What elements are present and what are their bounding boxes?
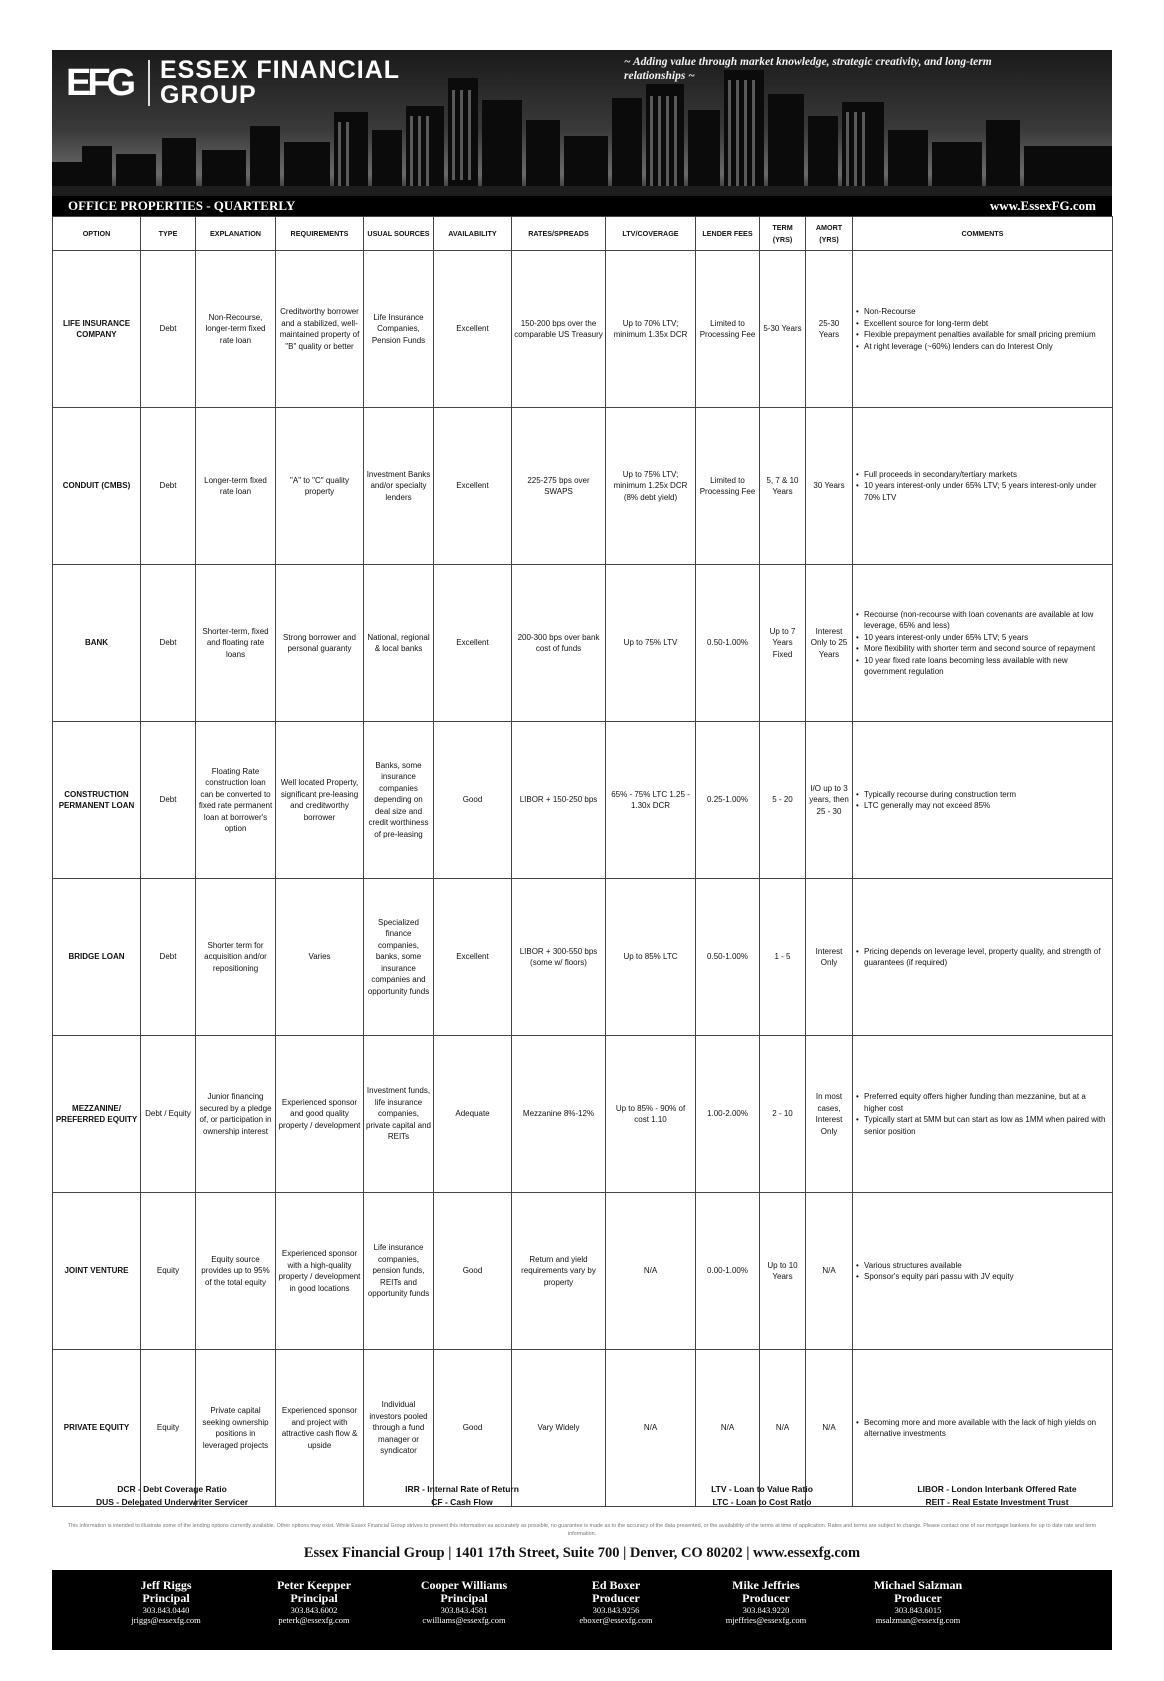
legend-item: LTC - Loan to Cost Ratio — [712, 1497, 812, 1507]
table-body — [53, 251, 1113, 1507]
table-row — [53, 1193, 1113, 1350]
contact-email[interactable]: cwilliams@essexfg.com — [422, 1615, 506, 1625]
contact-phone: 303.843.6015 — [894, 1605, 942, 1615]
contact-phone: 303.843.0440 — [142, 1605, 190, 1615]
term-cell: 5, 7 & 10 Years — [760, 408, 806, 565]
type-cell: Debt — [141, 408, 196, 565]
column-header: AMORT (YRS) — [806, 217, 853, 251]
amort-cell: 30 Years — [806, 408, 853, 565]
requirements-cell: Well located Property, significant pre-leasing and creditworthy borrower — [276, 722, 364, 879]
fees-cell: 1.00-2.00% — [696, 1036, 760, 1193]
comment-bullet: • 10 years interest-only under 65% LTV; 5 years — [856, 632, 1110, 644]
amort-cell: N/A — [806, 1193, 853, 1350]
legend-item: CF - Cash Flow — [431, 1497, 493, 1507]
explanation-cell: Floating Rate construction loan can be converted to fixed rate permanent loan at borrower's option — [196, 722, 276, 879]
type-cell: Debt — [141, 879, 196, 1036]
column-header: OPTION — [53, 217, 141, 251]
explanation-cell: Longer-term fixed rate loan — [196, 408, 276, 565]
term-cell: 1 - 5 — [760, 879, 806, 1036]
contact-role: Principal — [142, 1591, 190, 1605]
explanation-cell: Shorter-term, fixed and floating rate loans — [196, 565, 276, 722]
explanation-cell: Shorter term for acquisition and/or repositioning — [196, 879, 276, 1036]
fees-cell: N/A — [696, 1350, 760, 1507]
table-row — [53, 1036, 1113, 1193]
comments-cell — [853, 1036, 1113, 1193]
sources-cell: Banks, some insurance companies depending on deal size and credit worthiness of pre-leasing — [364, 722, 434, 879]
fees-cell: 0.50-1.00% — [696, 879, 760, 1036]
company-name-line-1: ESSEX FINANCIAL — [160, 56, 401, 84]
column-header: LENDER FEES — [696, 217, 760, 251]
availability-cell: Excellent — [434, 565, 512, 722]
sources-cell: Life insurance companies, pension funds, REITs and opportunity funds — [364, 1193, 434, 1350]
contact-phone: 303.843.6002 — [290, 1605, 338, 1615]
comment-bullet: • 10 years interest-only under 65% LTV; 5 years interest-only under 70% LTV — [856, 480, 1110, 503]
sources-cell: Specialized finance companies, banks, some insurance companies and opportunity funds — [364, 879, 434, 1036]
requirements-cell: Varies — [276, 879, 364, 1036]
rates-cell: Vary Widely — [512, 1350, 606, 1507]
term-cell: Up to 7 Years Fixed — [760, 565, 806, 722]
contact-card — [234, 1579, 394, 1625]
rates-cell: 150-200 bps over the comparable US Treasury — [512, 251, 606, 408]
ltv-cell: Up to 85% - 90% of cost 1.10 — [606, 1036, 696, 1193]
comment-bullet: • 10 year fixed rate loans becoming less available with new government regulation — [856, 655, 1110, 678]
table-row — [53, 879, 1113, 1036]
amort-cell: I/O up to 3 years, then 25 - 30 — [806, 722, 853, 879]
contact-card — [686, 1579, 846, 1625]
contact-email[interactable]: jriggs@essexfg.com — [131, 1615, 201, 1625]
column-header: TERM (YRS) — [760, 217, 806, 251]
contact-card — [384, 1579, 544, 1625]
contact-name: Jeff Riggs — [140, 1578, 192, 1592]
contact-phone: 303.843.9220 — [742, 1605, 790, 1615]
comments-cell — [853, 1193, 1113, 1350]
column-header: AVAILABILITY — [434, 217, 512, 251]
contact-card — [536, 1579, 696, 1625]
fees-cell: Limited to Processing Fee — [696, 251, 760, 408]
availability-cell: Excellent — [434, 251, 512, 408]
ltv-cell: Up to 75% LTV; minimum 1.25x DCR (8% debt yield) — [606, 408, 696, 565]
amort-cell: N/A — [806, 1350, 853, 1507]
requirements-cell: Creditworthy borrower and a stabilized, well-maintained property of "B" quality or better — [276, 251, 364, 408]
option-cell: CONDUIT (CMBS) — [53, 408, 141, 565]
explanation-cell: Junior financing secured by a pledge of, or participation in ownership interest — [196, 1036, 276, 1193]
contact-email[interactable]: eboxer@essexfg.com — [579, 1615, 653, 1625]
contact-role: Producer — [742, 1591, 790, 1605]
title-bar — [52, 196, 1112, 216]
contacts-bar — [52, 1570, 1112, 1650]
sources-cell: Investment Banks and/or specialty lenders — [364, 408, 434, 565]
comments-cell — [853, 565, 1113, 722]
ltv-cell: Up to 85% LTC — [606, 879, 696, 1036]
table-row — [53, 251, 1113, 408]
contact-name: Peter Keepper — [276, 1578, 352, 1592]
column-header: LTV/COVERAGE — [606, 217, 696, 251]
explanation-cell: Equity source provides up to 95% of the total equity — [196, 1193, 276, 1350]
comment-bullet: • At right leverage (~60%) lenders can do Interest Only — [856, 341, 1110, 353]
column-header: USUAL SOURCES — [364, 217, 434, 251]
ltv-cell: N/A — [606, 1193, 696, 1350]
website-link[interactable]: www.EssexFG.com — [989, 198, 1096, 213]
fees-cell: 0.00-1.00% — [696, 1193, 760, 1350]
logo-divider — [148, 60, 150, 106]
availability-cell: Excellent — [434, 408, 512, 565]
contact-card — [838, 1579, 998, 1625]
availability-cell: Good — [434, 722, 512, 879]
term-cell: 5-30 Years — [760, 251, 806, 408]
contact-name: Michael Salzman — [873, 1578, 963, 1592]
ltv-cell: Up to 70% LTV; minimum 1.35x DCR — [606, 251, 696, 408]
contact-name: Cooper Williams — [420, 1578, 508, 1592]
column-header: EXPLANATION — [196, 217, 276, 251]
column-header: TYPE — [141, 217, 196, 251]
requirements-cell: Experienced sponsor with a high-quality property / development in good locations — [276, 1193, 364, 1350]
column-header: REQUIREMENTS — [276, 217, 364, 251]
comment-bullet: • More flexibility with shorter term and second source of repayment — [856, 643, 1110, 655]
comment-bullet: • Becoming more and more available with the lack of high yields on alternative investments — [856, 1417, 1110, 1440]
contact-name: Mike Jeffries — [732, 1578, 800, 1592]
abbreviation-legend — [52, 1481, 1112, 1517]
comment-bullet: • Excellent source for long-term debt — [856, 318, 1110, 330]
comment-bullet: • Pricing depends on leverage level, property quality, and strength of guarantees (if required) — [856, 946, 1110, 969]
table-header-row — [53, 217, 1113, 251]
legend-group-2 — [352, 1483, 572, 1509]
rates-cell: LIBOR + 150-250 bps — [512, 722, 606, 879]
comment-bullet: • Recourse (non-recourse with loan covenants are available at low leverage, 65% and less) — [856, 609, 1110, 632]
option-cell: PRIVATE EQUITY — [53, 1350, 141, 1507]
type-cell: Debt / Equity — [141, 1036, 196, 1193]
rates-cell: 200-300 bps over bank cost of funds — [512, 565, 606, 722]
legend-item: DUS - Delegated Underwriter Servicer — [95, 1497, 249, 1507]
amort-cell: In most cases, Interest Only — [806, 1036, 853, 1193]
legend-group-3 — [652, 1483, 872, 1509]
requirements-cell: Experienced sponsor and good quality property / development — [276, 1036, 364, 1193]
contact-phone: 303.843.9256 — [592, 1605, 640, 1615]
availability-cell: Excellent — [434, 879, 512, 1036]
legend-item: DCR - Debt Coverage Ratio — [117, 1484, 227, 1494]
option-cell: JOINT VENTURE — [53, 1193, 141, 1350]
type-cell: Equity — [141, 1193, 196, 1350]
table-row — [53, 565, 1113, 722]
requirements-cell: Experienced sponsor and project with attractive cash flow & upside — [276, 1350, 364, 1507]
availability-cell: Adequate — [434, 1036, 512, 1193]
comment-bullet: • Sponsor's equity pari passu with JV equity — [856, 1271, 1110, 1283]
sources-cell: Individual investors pooled through a fund manager or syndicator — [364, 1350, 434, 1507]
fees-cell: 0.50-1.00% — [696, 565, 760, 722]
sources-cell: Life Insurance Companies, Pension Funds — [364, 251, 434, 408]
option-cell: CONSTRUCTION PERMANENT LOAN — [53, 722, 141, 879]
type-cell: Debt — [141, 565, 196, 722]
comment-bullet: • Flexible prepayment penalties available for small pricing premium — [856, 329, 1110, 341]
term-cell: N/A — [760, 1350, 806, 1507]
address-line: Essex Financial Group | 1401 17th Street, Suite 700 | Denver, CO 80202 | www.essexfg.com — [303, 1545, 861, 1561]
column-header: RATES/SPREADS — [512, 217, 606, 251]
comment-bullet: • Full proceeds in secondary/tertiary markets — [856, 469, 1110, 481]
option-cell: BANK — [53, 565, 141, 722]
comment-bullet: • Preferred equity offers higher funding than mezzanine, but at a higher cost — [856, 1091, 1110, 1114]
legend-group-4 — [882, 1483, 1112, 1509]
contact-phone: 303.843.4581 — [440, 1605, 488, 1615]
rates-cell: Return and yield requirements vary by property — [512, 1193, 606, 1350]
legend-item: LIBOR - London Interbank Offered Rate — [917, 1484, 1077, 1494]
contact-email[interactable]: mjeffries@essexfg.com — [725, 1615, 807, 1625]
column-header: COMMENTS — [853, 217, 1113, 251]
ltv-cell: 65% - 75% LTC 1.25 - 1.30x DCR — [606, 722, 696, 879]
comment-bullet: • Typically recourse during construction term — [856, 789, 1110, 801]
contact-name: Ed Boxer — [591, 1578, 641, 1592]
legend-item: REIT - Real Estate Investment Trust — [925, 1497, 1069, 1507]
rates-cell: LIBOR + 300-550 bps (some w/ floors) — [512, 879, 606, 1036]
contact-role: Producer — [894, 1591, 942, 1605]
option-cell: MEZZANINE/ PREFERRED EQUITY — [53, 1036, 141, 1193]
contact-email[interactable]: peterk@essexfg.com — [278, 1615, 350, 1625]
contact-card — [86, 1579, 246, 1625]
rates-cell: Mezzanine 8%-12% — [512, 1036, 606, 1193]
legend-group-1 — [72, 1483, 272, 1509]
rates-cell: 225-275 bps over SWAPS — [512, 408, 606, 565]
ltv-cell: Up to 75% LTV — [606, 565, 696, 722]
company-name — [160, 58, 400, 108]
comment-bullet: • Various structures available — [856, 1260, 1110, 1272]
sources-cell: Investment funds, life insurance companies, private capital and REITs — [364, 1036, 434, 1193]
company-name-line-2: GROUP — [160, 81, 257, 109]
ltv-cell: N/A — [606, 1350, 696, 1507]
amort-cell: 25-30 Years — [806, 251, 853, 408]
amort-cell: Interest Only to 25 Years — [806, 565, 853, 722]
legend-item: LTV - Loan to Value Ratio — [711, 1484, 813, 1494]
table-row — [53, 408, 1113, 565]
comment-bullet: • Non-Recourse — [856, 306, 1110, 318]
type-cell: Debt — [141, 251, 196, 408]
availability-cell: Good — [434, 1350, 512, 1507]
section-title: OFFICE PROPERTIES - QUARTERLY — [68, 198, 296, 213]
availability-cell: Good — [434, 1193, 512, 1350]
legend-item: IRR - Internal Rate of Return — [405, 1484, 519, 1494]
financing-options-table — [52, 216, 1113, 1507]
fees-cell: 0.25-1.00% — [696, 722, 760, 879]
term-cell: 5 - 20 — [760, 722, 806, 879]
explanation-cell: Private capital seeking ownership positions in leveraged projects — [196, 1350, 276, 1507]
fees-cell: Limited to Processing Fee — [696, 408, 760, 565]
table-row — [53, 722, 1113, 879]
explanation-cell: Non-Recourse, longer-term fixed rate loan — [196, 251, 276, 408]
header-banner — [52, 50, 1112, 196]
option-cell: LIFE INSURANCE COMPANY — [53, 251, 141, 408]
comments-cell — [853, 408, 1113, 565]
comments-cell — [853, 251, 1113, 408]
disclaimer-text: This information is intended to illustrate some of the lending options currently available. Other options may exist. While Essex Financial Group strives to present this information as accurately as possible, no guarantee is made as to the accuracy of the data presented, or the availability of the terms at time of application. Rates and terms are subject to change. Please contact one of our mortgage bankers for up to date rate and term information. — [67, 1523, 1097, 1537]
amort-cell: Interest Only — [806, 879, 853, 1036]
contact-role: Principal — [440, 1591, 488, 1605]
contact-email[interactable]: msalzman@essexfg.com — [875, 1615, 961, 1625]
type-cell: Equity — [141, 1350, 196, 1507]
comments-cell — [853, 879, 1113, 1036]
term-cell: 2 - 10 — [760, 1036, 806, 1193]
comments-cell — [853, 722, 1113, 879]
contact-role: Producer — [592, 1591, 640, 1605]
comment-bullet: • LTC generally may not exceed 85% — [856, 800, 1110, 812]
term-cell: Up to 10 Years — [760, 1193, 806, 1350]
tagline: ~ Adding value through market knowledge, strategic creativity, and long-term relationships ~ — [624, 56, 992, 82]
rate-sheet — [52, 50, 1112, 1650]
option-cell: BRIDGE LOAN — [53, 879, 141, 1036]
contact-role: Principal — [290, 1591, 338, 1605]
company-logo: EFG — [66, 62, 133, 104]
sources-cell: National, regional & local banks — [364, 565, 434, 722]
requirements-cell: Strong borrower and personal guaranty — [276, 565, 364, 722]
comment-bullet: • Typically start at 5MM but can start as low as 1MM when paired with senior position — [856, 1114, 1110, 1137]
type-cell: Debt — [141, 722, 196, 879]
requirements-cell: "A" to "C" quality property — [276, 408, 364, 565]
